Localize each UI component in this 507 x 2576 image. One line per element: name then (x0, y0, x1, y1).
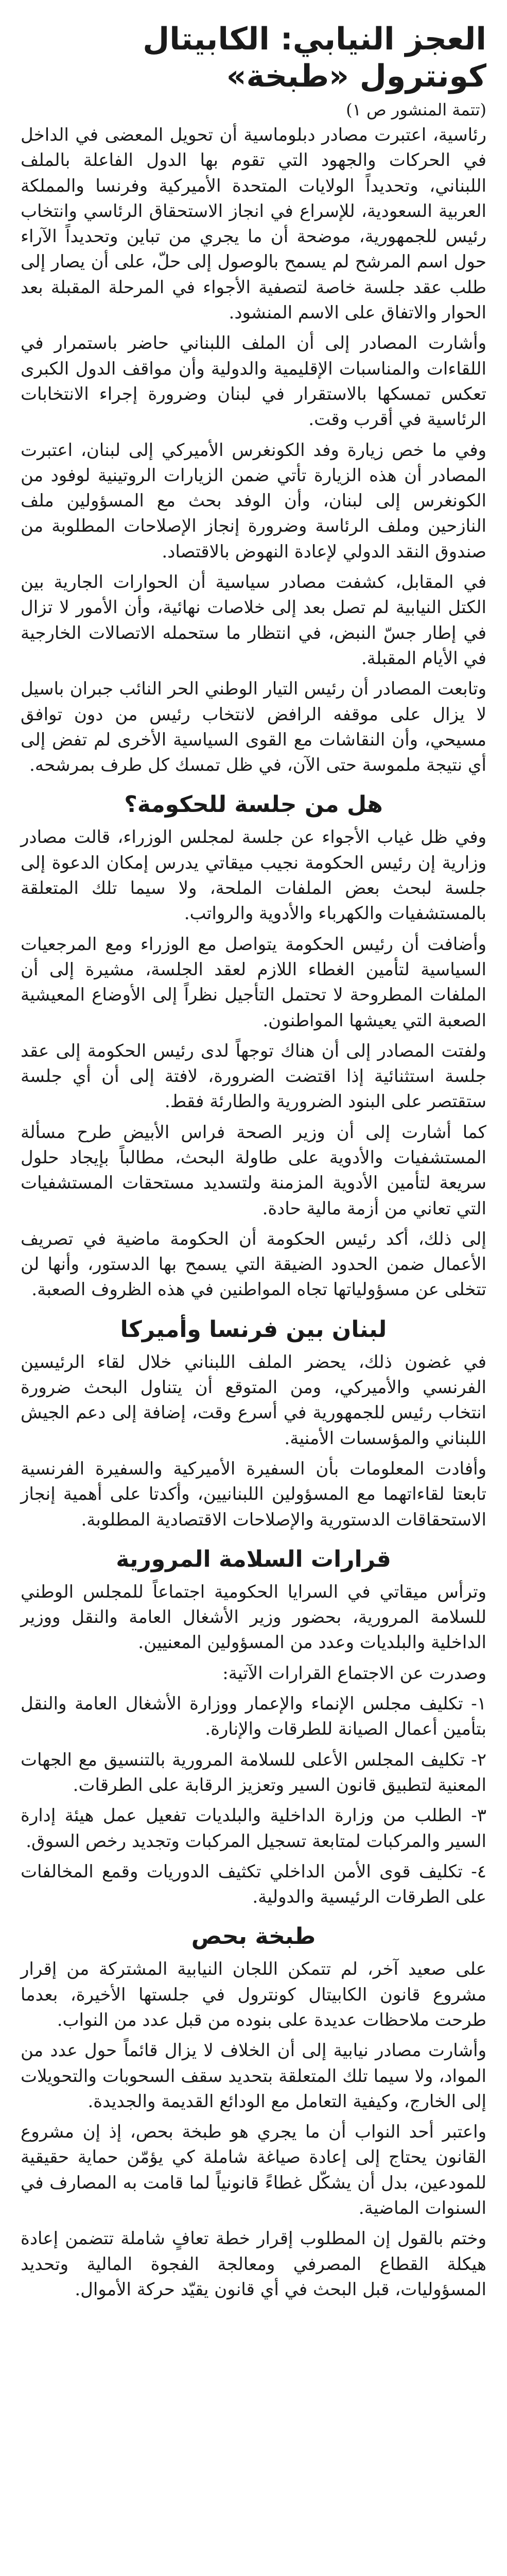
article-paragraph: رئاسية، اعتبرت مصادر دبلوماسية أن تحويل المعضى في الداخل في الحركات والجهود التي تقوم بها الدول الفاعلة بالملف اللبناني، وتحديداً الولايات المتحدة الأميركية وفرنسا والمملكة العربية السعودية، للإسراع في انجاز الاستحقاق الرئاسي وانتخاب رئيس للجمهورية، موضحة أن ما يجري من تباين وتحديداً الآراء حول اسم المرشح لم يسمح بالوصول إلى حلّ، على أن يصار إلى طلب عقد جلسة خاصة لتصفية الأجواء في المرحلة المقبلة بعد الحوار والاتفاق على الاسم المنشود. (21, 125, 486, 324)
article-paragraph: وفي ما خص زيارة وفد الكونغرس الأميركي إلى لبنان، اعتبرت المصادر أن هذه الزيارة تأتي ضمن الزيارات الروتينية لوفود من الكونغرس إلى لبنان، وأن الوفد بحث مع المسؤولين ملف النازحين وملف الرئاسة وضرورة إنجاز الإصلاحات المطلوبة من صندوق النقد الدولي لإعادة النهوض بالاقتصاد. (21, 439, 486, 562)
article-paragraph: وأفادت المعلومات بأن السفيرة الأميركية والسفيرة الفرنسية تابعتا لقاءاتهما مع المسؤولين اللبنانيين، وأكدتا على أهمية إنجاز الاستحقاقات الدستورية والإصلاحات الاقتصادية المطلوبة. (21, 1458, 486, 1530)
section-heading: قرارات السلامة المرورية (116, 1546, 391, 1572)
article-paragraph: وفي ظل غياب الأجواء عن جلسة لمجلس الوزراء، قالت مصادر وزارية إن رئيس الحكومة نجيب ميقاتي يدرس إمكان الدعوة إلى جلسة لبحث بعض الملفات الملحة، ولا سيما تلك المتعلقة بالمستشفيات والكهرباء والأدوية والرواتب. (21, 827, 486, 924)
article-paragraph: كما أشارت إلى أن وزير الصحة فراس الأبيض طرح مسألة المستشفيات والأدوية على طاولة البحث، مطالباً بإيجاد حلول سريعة لتأمين الأدوية المزمنة ولتسديد مستحقات المستشفيات التي تعاني من أزمة مالية حادة. (21, 1122, 486, 1219)
article-paragraph: في المقابل، كشفت مصادر سياسية أن الحوارات الجارية بين الكتل النيابية لم تصل بعد إلى خلاصات نهائية، وأن الأمور لا تزال في إطار جسّ النبض، في انتظار ما ستحمله الاتصالات الخارجية في الأيام المقبلة. (21, 572, 486, 669)
article-paragraph: ٣- الطلب من وزارة الداخلية والبلديات تفعيل عمل هيئة إدارة السير والمركبات لمتابعة تسجيل المركبات وتجديد رخص السوق. (21, 1805, 486, 1852)
article-paragraph: ٤- تكليف قوى الأمن الداخلي تكثيف الدوريات وقمع المخالفات على الطرقات الرئيسية والدولية. (21, 1861, 486, 1908)
article-paragraph: وتابعت المصادر أن رئيس التيار الوطني الحر النائب جبران باسيل لا يزال على موقفه الرافض لانتخاب رئيس من دون توافق مسيحي، وأن النقاشات مع القوى السياسية الأخرى لم تفض إلى أي نتيجة ملموسة حتى الآن، في ظل تمسك كل طرف بمرشحه. (21, 679, 486, 776)
section-heading: هل من جلسة للحكومة؟ (124, 791, 383, 818)
article-paragraph: إلى ذلك، أكد رئيس الحكومة أن الحكومة ماضية في تصريف الأعمال ضمن الحدود الضيقة التي يسمح بها الدستور، وأنها لن تتخلى عن مسؤولياتها تجاه المواطنين في هذه الظروف الصعبة. (21, 1228, 486, 1300)
article-title: العجز النيابي: الكابيتال كونترول «طبخة» (143, 21, 486, 94)
article-paragraph: وأشارت مصادر نيابية إلى أن الخلاف لا يزال قائماً حول عدد من المواد، ولا سيما تلك المتعلقة بتحديد سقف السحوبات والتحويلات إلى الخارج، وكيفية التعامل مع الودائع القديمة والجديدة. (21, 2040, 486, 2112)
article-paragraph: ٢- تكليف المجلس الأعلى للسلامة المرورية بالتنسيق مع الجهات المعنية لتطبيق قانون السير وتعزيز الرقابة على الطرقات. (21, 1749, 486, 1795)
article-paragraph: واعتبر أحد النواب أن ما يجري هو طبخة بحص، إذ إن مشروع القانون يحتاج إلى إعادة صياغة شاملة كي يؤمّن حماية حقيقية للمودعين، بدل أن يشكّل غطاءً قانونياً لما قامت به المصارف في السنوات الماضية. (21, 2122, 486, 2219)
article-paragraph: ١- تكليف مجلس الإنماء والإعمار ووزارة الأشغال العامة والنقل بتأمين أعمال الصيانة للطرقات والإنارة. (21, 1693, 486, 1740)
article-paragraph: على صعيد آخر، لم تتمكن اللجان النيابية المشتركة من إقرار مشروع قانون الكابيتال كونترول في جلستها الأخيرة، بعدما طرحت ملاحظات عديدة على بنوده من قبل عدد من النواب. (21, 1959, 486, 2030)
article-paragraph: وأضافت أن رئيس الحكومة يتواصل مع الوزراء ومع المرجعيات السياسية لتأمين الغطاء اللازم لعقد الجلسة، مشيرة إلى أن الملفات المطروحة لا تحتمل التأجيل نظراً إلى الأوضاع المعيشية الصعبة التي يعيشها المواطنون. (21, 934, 486, 1031)
article-body (21, 123, 486, 2302)
article-paragraph: وأشارت المصادر إلى أن الملف اللبناني حاضر باستمرار في اللقاءات والمناسبات الإقليمية والدولية وأن مواقف الدول الكبرى تعكس تمسكها بالاستقرار في لبنان وضرورة إجراء الانتخابات الرئاسية في أقرب وقت. (21, 333, 486, 430)
article-paragraph: ولفتت المصادر إلى أن هناك توجهاً لدى رئيس الحكومة إلى عقد جلسة استثنائية إذا اقتضت الضرورة، لافتة إلى أن أي جلسة ستقتصر على البنود الضرورية والطارئة فقط. (21, 1040, 486, 1112)
article-paragraph: في غضون ذلك، يحضر الملف اللبناني خلال لقاء الرئيسين الفرنسي والأميركي، ومن المتوقع أن يتناول البحث ضرورة انتخاب رئيس للجمهورية في أسرع وقت، إضافة إلى دعم الجيش اللبناني والمؤسسات الأمنية. (21, 1351, 486, 1449)
article-paragraph: وختم بالقول إن المطلوب إقرار خطة تعافٍ شاملة تتضمن إعادة هيكلة القطاع المصرفي ومعالجة الفجوة المالية وتحديد المسؤوليات، قبل البحث في أي قانون يقيّد حركة الأموال. (21, 2228, 486, 2300)
article-paragraph: وصدرت عن الاجتماع القرارات الآتية: (222, 1663, 486, 1684)
section-heading: طبخة بحص (191, 1923, 316, 1950)
section-heading: لبنان بين فرنسا وأميركا (120, 1316, 387, 1343)
article-paragraph: وترأس ميقاتي في السرايا الحكومية اجتماعاً للمجلس الوطني للسلامة المرورية، بحضور وزير الأشغال العامة والنقل ووزير الداخلية والبلديات وعدد من المسؤولين المعنيين. (21, 1581, 486, 1653)
continuation-note: (تتمة المنشور ص ١) (346, 100, 486, 120)
